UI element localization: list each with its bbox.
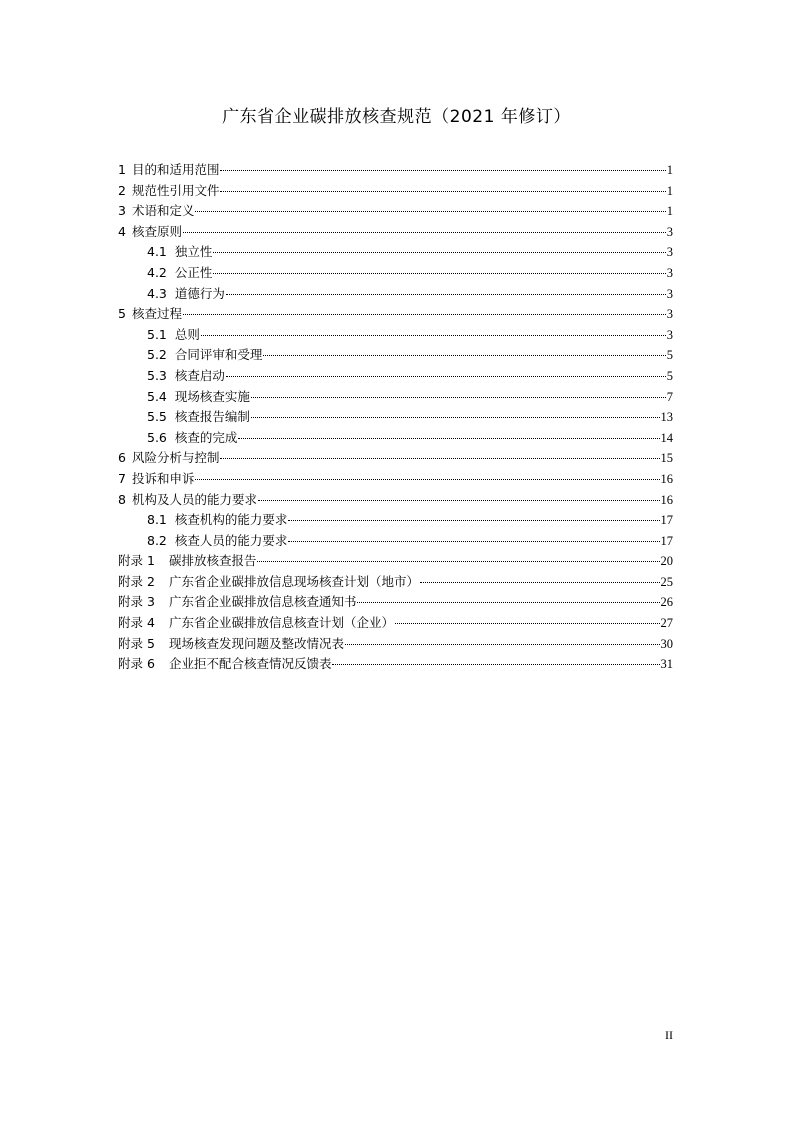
toc-dot-leader xyxy=(263,355,665,356)
toc-entry-number: 4.1 xyxy=(147,244,167,260)
toc-entry-number: 5 xyxy=(118,306,126,322)
toc-entry-title: 现场核查发现问题及整改情况表 xyxy=(168,635,344,651)
toc-entry-page: 3 xyxy=(666,245,673,260)
toc-entry-8-1[interactable] xyxy=(118,510,673,531)
toc-entry-number: 附录 5 xyxy=(118,635,155,651)
toc-entry-page: 14 xyxy=(660,430,673,445)
toc-entry-5-3[interactable] xyxy=(118,366,673,387)
toc-appendix-1[interactable] xyxy=(118,551,673,572)
toc-entry-number: 5.4 xyxy=(147,388,167,404)
toc-entry-5-5[interactable] xyxy=(118,407,673,428)
toc-entry-title: 总则 xyxy=(174,326,200,342)
toc-entry-title: 企业拒不配合核查情况反馈表 xyxy=(168,656,332,672)
toc-entry-number: 5.3 xyxy=(147,367,167,383)
toc-entry-page: 15 xyxy=(660,451,673,466)
toc-entry-8-2[interactable] xyxy=(118,531,673,552)
toc-entry-title: 广东省企业碳排放信息核查通知书 xyxy=(168,594,357,610)
toc-entry-title: 规范性引用文件 xyxy=(131,182,220,198)
toc-dot-leader xyxy=(251,397,666,398)
toc-entry-number: 附录 2 xyxy=(118,573,155,589)
toc-dot-leader xyxy=(258,500,660,501)
toc-appendix-6[interactable] xyxy=(118,654,673,675)
toc-entry-page: 3 xyxy=(666,265,673,280)
toc-dot-leader xyxy=(183,232,666,233)
toc-entry-page: 3 xyxy=(666,307,673,322)
toc-entry-number: 4.2 xyxy=(147,264,167,280)
toc-entry-7[interactable] xyxy=(118,469,673,490)
toc-entry-title: 公正性 xyxy=(174,264,213,280)
toc-entry-number: 5.5 xyxy=(147,409,167,425)
toc-entry-5-1[interactable] xyxy=(118,325,673,346)
toc-entry-title: 核查机构的能力要求 xyxy=(174,512,288,528)
toc-dot-leader xyxy=(213,273,665,274)
toc-entry-number: 2 xyxy=(118,182,126,198)
toc-dot-leader xyxy=(345,644,660,645)
toc-entry-page: 25 xyxy=(660,574,673,589)
toc-dot-leader xyxy=(288,520,659,521)
toc-entry-number: 附录 6 xyxy=(118,656,155,672)
toc-entry-5-4[interactable] xyxy=(118,387,673,408)
toc-entry-number: 8.1 xyxy=(147,512,167,528)
toc-entry-5-2[interactable] xyxy=(118,345,673,366)
toc-entry-4-3[interactable] xyxy=(118,284,673,305)
toc-entry-title: 合同评审和受理 xyxy=(174,347,263,363)
toc-entry-6[interactable] xyxy=(118,448,673,469)
toc-entry-title: 现场核查实施 xyxy=(174,388,250,404)
toc-entry-4-2[interactable] xyxy=(118,263,673,284)
page-number: II xyxy=(665,1028,673,1042)
toc-entry-8[interactable] xyxy=(118,490,673,511)
toc-entry-number: 5.6 xyxy=(147,429,167,445)
toc-entry-page: 20 xyxy=(660,554,673,569)
toc-entry-number: 7 xyxy=(118,470,126,486)
toc-entry-3[interactable] xyxy=(118,201,673,222)
toc-entry-number: 8.2 xyxy=(147,532,167,548)
toc-entry-title: 目的和适用范围 xyxy=(131,162,220,177)
toc-entry-number: 5.1 xyxy=(147,326,167,342)
toc-dot-leader xyxy=(201,335,666,336)
toc-entry-1[interactable] xyxy=(118,160,673,181)
toc-appendix-3[interactable] xyxy=(118,592,673,613)
toc-dot-leader xyxy=(332,664,659,665)
toc-entry-title: 机构及人员的能力要求 xyxy=(131,491,257,507)
toc-entry-page: 30 xyxy=(660,636,673,651)
toc-appendix-5[interactable] xyxy=(118,634,673,655)
toc-dot-leader xyxy=(238,438,659,439)
toc-entry-title: 核查的完成 xyxy=(174,429,238,445)
toc-entry-2[interactable] xyxy=(118,181,673,202)
toc-dot-leader xyxy=(226,376,666,377)
toc-entry-page: 5 xyxy=(666,368,673,383)
toc-entry-title: 投诉和申诉 xyxy=(131,470,195,486)
toc-entry-page: 31 xyxy=(660,657,673,672)
toc-entry-title: 碳排放核查报告 xyxy=(168,553,257,569)
toc-entry-number: 4.3 xyxy=(147,285,167,301)
toc-dot-leader xyxy=(288,541,659,542)
toc-entry-number: 附录 3 xyxy=(118,594,155,610)
toc-entry-page: 16 xyxy=(660,492,673,507)
toc-entry-page: 17 xyxy=(660,513,673,528)
toc-dot-leader xyxy=(395,623,660,624)
toc-entry-page: 17 xyxy=(660,533,673,548)
toc-entry-number: 附录 1 xyxy=(118,553,155,569)
toc-dot-leader xyxy=(251,417,660,418)
toc-entry-title: 核查启动 xyxy=(174,367,225,383)
toc-entry-title: 术语和定义 xyxy=(131,203,195,219)
toc-entry-page: 16 xyxy=(660,471,673,486)
toc-entry-title: 核查原则 xyxy=(131,223,182,239)
toc-dot-leader xyxy=(420,582,660,583)
toc-appendix-4[interactable] xyxy=(118,613,673,634)
toc-entry-5[interactable] xyxy=(118,304,673,325)
toc-dot-leader xyxy=(195,479,659,480)
toc-entry-number: 5.2 xyxy=(147,347,167,363)
toc-dot-leader xyxy=(220,170,665,171)
toc-dot-leader xyxy=(220,191,665,192)
toc-entry-page: 5 xyxy=(666,348,673,363)
toc-entry-number: 6 xyxy=(118,450,126,466)
toc-dot-leader xyxy=(195,211,665,212)
toc-dot-leader xyxy=(257,561,659,562)
toc-entry-page: 3 xyxy=(666,286,673,301)
toc-entry-page: 1 xyxy=(666,204,673,219)
toc-entry-number: 3 xyxy=(118,203,126,219)
toc-entry-4[interactable] xyxy=(118,222,673,243)
toc-entry-number: 4 xyxy=(118,223,126,239)
toc-entry-5-6[interactable] xyxy=(118,428,673,449)
toc-entry-title: 广东省企业碳排放信息现场核查计划（地市） xyxy=(168,573,419,589)
toc-entry-title: 独立性 xyxy=(174,244,213,260)
toc-dot-leader xyxy=(183,314,666,315)
toc-entry-page: 1 xyxy=(666,183,673,198)
toc-entry-page: 26 xyxy=(660,595,673,610)
toc-dot-leader xyxy=(213,252,665,253)
toc-appendix-2[interactable] xyxy=(118,572,673,593)
toc-entry-title: 道德行为 xyxy=(174,285,225,301)
toc-entry-4-1[interactable] xyxy=(118,242,673,263)
toc-entry-title: 核查人员的能力要求 xyxy=(174,532,288,548)
toc-entry-title: 风险分析与控制 xyxy=(131,450,220,466)
toc-entry-title: 核查报告编制 xyxy=(174,409,250,425)
toc-entry-page: 1 xyxy=(666,163,673,177)
toc-entry-number: 8 xyxy=(118,491,126,507)
toc-entry-page: 3 xyxy=(666,224,673,239)
toc-entry-number: 附录 4 xyxy=(118,615,155,631)
table-of-contents xyxy=(118,160,673,675)
toc-entry-page: 13 xyxy=(660,410,673,425)
toc-dot-leader xyxy=(220,458,659,459)
toc-entry-title: 广东省企业碳排放信息核查计划（企业） xyxy=(168,615,394,631)
toc-entry-page: 27 xyxy=(660,616,673,631)
toc-entry-title: 核查过程 xyxy=(131,306,182,322)
toc-dot-leader xyxy=(226,294,666,295)
toc-dot-leader xyxy=(357,602,659,603)
toc-entry-page: 3 xyxy=(666,327,673,342)
page-title: 广东省企业碳排放核查规范（2021 年修订） xyxy=(222,107,571,127)
toc-entry-number: 1 xyxy=(118,162,126,177)
toc-entry-page: 7 xyxy=(666,389,673,404)
